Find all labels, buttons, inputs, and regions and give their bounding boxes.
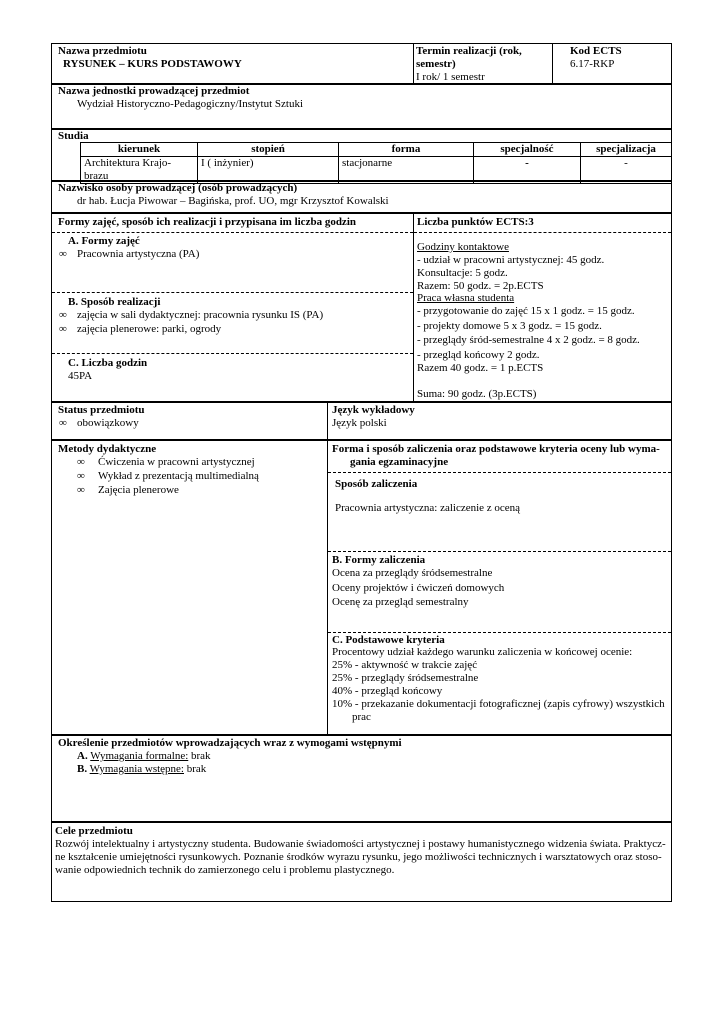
assessment-criteria-line: 10% - przekazanie dokumentacji fotograficznej (zapis cyfrowy) wszystkich: [332, 698, 665, 710]
status-label: Status przedmiotu: [58, 404, 145, 416]
language-value: Język polski: [332, 417, 387, 429]
ects-line: - przygotowanie do zajęć 15 x 1 godz. = 15 godz.: [417, 305, 635, 317]
ects-code-value: 6.17-RKP: [570, 58, 615, 70]
dashed-divider: [328, 551, 671, 552]
bullet: ∞: [77, 456, 85, 468]
forms-c-value: 45PA: [68, 370, 93, 382]
dashed-divider: [52, 232, 413, 233]
assessment-criteria-line: 40% - przegląd końcowy: [332, 685, 443, 697]
status-value: obowiązkowy: [77, 417, 139, 429]
ects-code-label: Kod ECTS: [570, 45, 622, 57]
prerequisite-entry-value: brak: [184, 763, 207, 775]
goals-line: wanie odpowiednich technik do zamierzonego celu i problemu plastycznego.: [55, 864, 395, 876]
unit-value: Wydział Historyczno-Pedagogiczny/Instytut Sztuki: [77, 98, 304, 110]
assessment-forms-label: B. Formy zaliczenia: [332, 554, 426, 566]
studies-cell-kierunek: [81, 157, 198, 184]
assessment-forms-item: Ocenę za przegląd semestralny: [332, 596, 469, 608]
forms-c-label: C. Liczba godzin: [68, 357, 148, 369]
studies-kierunek-line: Architektura Krajo-: [84, 157, 172, 169]
divider: [552, 43, 553, 84]
methods-item: Zajęcia plenerowe: [98, 484, 179, 496]
ects-line: - przegląd końcowy 2 godz.: [417, 349, 540, 361]
studies-table: [80, 142, 672, 184]
studies-header: specjalizacja: [581, 143, 672, 157]
divider: [413, 213, 414, 402]
prerequisite-formal: [77, 750, 211, 764]
ects-line: Razem 40 godz. = 1 p.ECTS: [417, 362, 544, 374]
prerequisites-label: Określenie przedmiotów wprowadzających wraz z wymogami wstępnymi: [58, 737, 402, 749]
prerequisite-prefix: B.: [77, 763, 88, 775]
methods-label: Metody dydaktyczne: [58, 443, 157, 455]
studies-cell-forma: stacjonarne: [339, 157, 474, 184]
course-name-value: RYSUNEK – KURS PODSTAWOWY: [63, 58, 242, 70]
bullet: ∞: [59, 417, 67, 429]
prerequisite-formal-value: brak: [188, 750, 211, 762]
term-value: I rok/ 1 semestr: [416, 71, 485, 83]
assessment-method-value: Pracownia artystyczna: zaliczenie z oceną: [335, 502, 521, 514]
dashed-divider: [328, 632, 671, 633]
studies-header: specjalność: [474, 143, 581, 157]
methods-item: Wykład z prezentacją multimedialną: [98, 470, 259, 482]
studies-header: stopień: [198, 143, 339, 157]
term-label: Termin realizacji (rok,: [416, 45, 522, 57]
assessment-title: Forma i sposób zaliczenia oraz podstawowe kryteria oceny lub wyma-: [332, 443, 660, 455]
forms-title: Formy zajęć, sposób ich realizacji i przypisana im liczba godzin: [58, 216, 356, 228]
dashed-divider: [414, 232, 671, 233]
forms-b-label: B. Sposób realizacji: [68, 296, 161, 308]
forms-b-item: zajęcia w sali dydaktycznej: pracownia rysunku IS (PA): [77, 309, 324, 321]
bullet: ∞: [59, 309, 67, 321]
studies-label: Studia: [58, 130, 89, 142]
studies-cell-stopien: I ( inżynier): [198, 157, 339, 184]
bullet: ∞: [77, 484, 85, 496]
goals-label: Cele przedmiotu: [55, 825, 133, 837]
divider: [327, 402, 328, 440]
assessment-method-label: Sposób zaliczenia: [335, 478, 418, 490]
ects-line: - przeglądy śród-semestralne 4 x 2 godz. = 8 godz.: [417, 334, 640, 346]
course-name-label: Nazwa przedmiotu: [58, 45, 147, 57]
ects-title: Liczba punktów ECTS:3: [417, 216, 534, 228]
dashed-divider: [52, 353, 413, 354]
assessment-forms-item: Oceny projektów i ćwiczeń domowych: [332, 582, 505, 594]
studies-header: forma: [339, 143, 474, 157]
ects-line: Konsultacje: 5 godz.: [417, 267, 508, 279]
ects-line: - projekty domowe 5 x 3 godz. = 15 godz.: [417, 320, 602, 332]
goals-line: Rozwój intelektualny i artystyczny studenta. Budowanie świadomości artystycznej i postawy humanistycznego widzenia świata. Praktycz-: [55, 838, 666, 850]
divider: [413, 43, 414, 84]
ects-own-work-label: Praca własna studenta: [417, 292, 515, 304]
ects-sum: Suma: 90 godz. (3p.ECTS): [417, 388, 537, 400]
assessment-criteria-line: 25% - aktywność w trakcie zajęć: [332, 659, 478, 671]
term-label-cont: semestr): [416, 58, 456, 70]
divider: [327, 440, 328, 735]
studies-kierunek-line: brazu: [84, 170, 109, 182]
prerequisite-entry: [77, 763, 206, 777]
instructor-label: Nazwisko osoby prowadzącej (osób prowadzących): [58, 182, 298, 194]
assessment-criteria-label: C. Podstawowe kryteria: [332, 634, 445, 646]
language-label: Język wykładowy: [332, 404, 415, 416]
ects-line: Razem: 50 godz. = 2p.ECTS: [417, 280, 544, 292]
prerequisite-formal-label: Wymagania formalne:: [90, 750, 189, 762]
assessment-criteria-line: prac: [352, 711, 371, 723]
forms-a-label: A. Formy zajęć: [68, 235, 140, 247]
methods-item: Ćwiczenia w pracowni artystycznej: [98, 456, 255, 468]
ects-line: - udział w pracowni artystycznej: 45 godz.: [417, 254, 605, 266]
instructor-value: dr hab. Łucja Piwowar – Bagińska, prof. UO, mgr Krzysztof Kowalski: [77, 195, 389, 207]
assessment-forms-item: Ocena za przeglądy śródsemestralne: [332, 567, 493, 579]
assessment-title-cont: gania egzaminacyjne: [350, 456, 449, 468]
prerequisite-prefix: A.: [77, 750, 88, 762]
dashed-divider: [328, 472, 671, 473]
assessment-criteria-line: Procentowy udział każdego warunku zaliczenia w końcowej ocenie:: [332, 646, 633, 658]
assessment-criteria-line: 25% - przeglądy śródsemestralne: [332, 672, 479, 684]
bullet: ∞: [59, 248, 67, 260]
bullet: ∞: [77, 470, 85, 482]
studies-cell-specjalizacja: -: [581, 157, 672, 184]
goals-line: ne kształcenie umiejętności rysunkowych. Poznanie środków wyrazu rysunku, jego możliwości technicznych i warsztatowych oraz stoso-: [55, 851, 662, 863]
ects-contact-label: Godziny kontaktowe: [417, 241, 509, 253]
studies-header: kierunek: [81, 143, 198, 157]
forms-a-item: Pracownia artystyczna (PA): [77, 248, 200, 260]
dashed-divider: [52, 292, 413, 293]
forms-b-item: zajęcia plenerowe: parki, ogrody: [77, 323, 222, 335]
bullet: ∞: [59, 323, 67, 335]
prerequisite-entry-label: Wymagania wstępne:: [89, 763, 184, 775]
unit-label: Nazwa jednostki prowadzącej przedmiot: [58, 85, 250, 97]
studies-cell-specjalnosc: -: [474, 157, 581, 184]
